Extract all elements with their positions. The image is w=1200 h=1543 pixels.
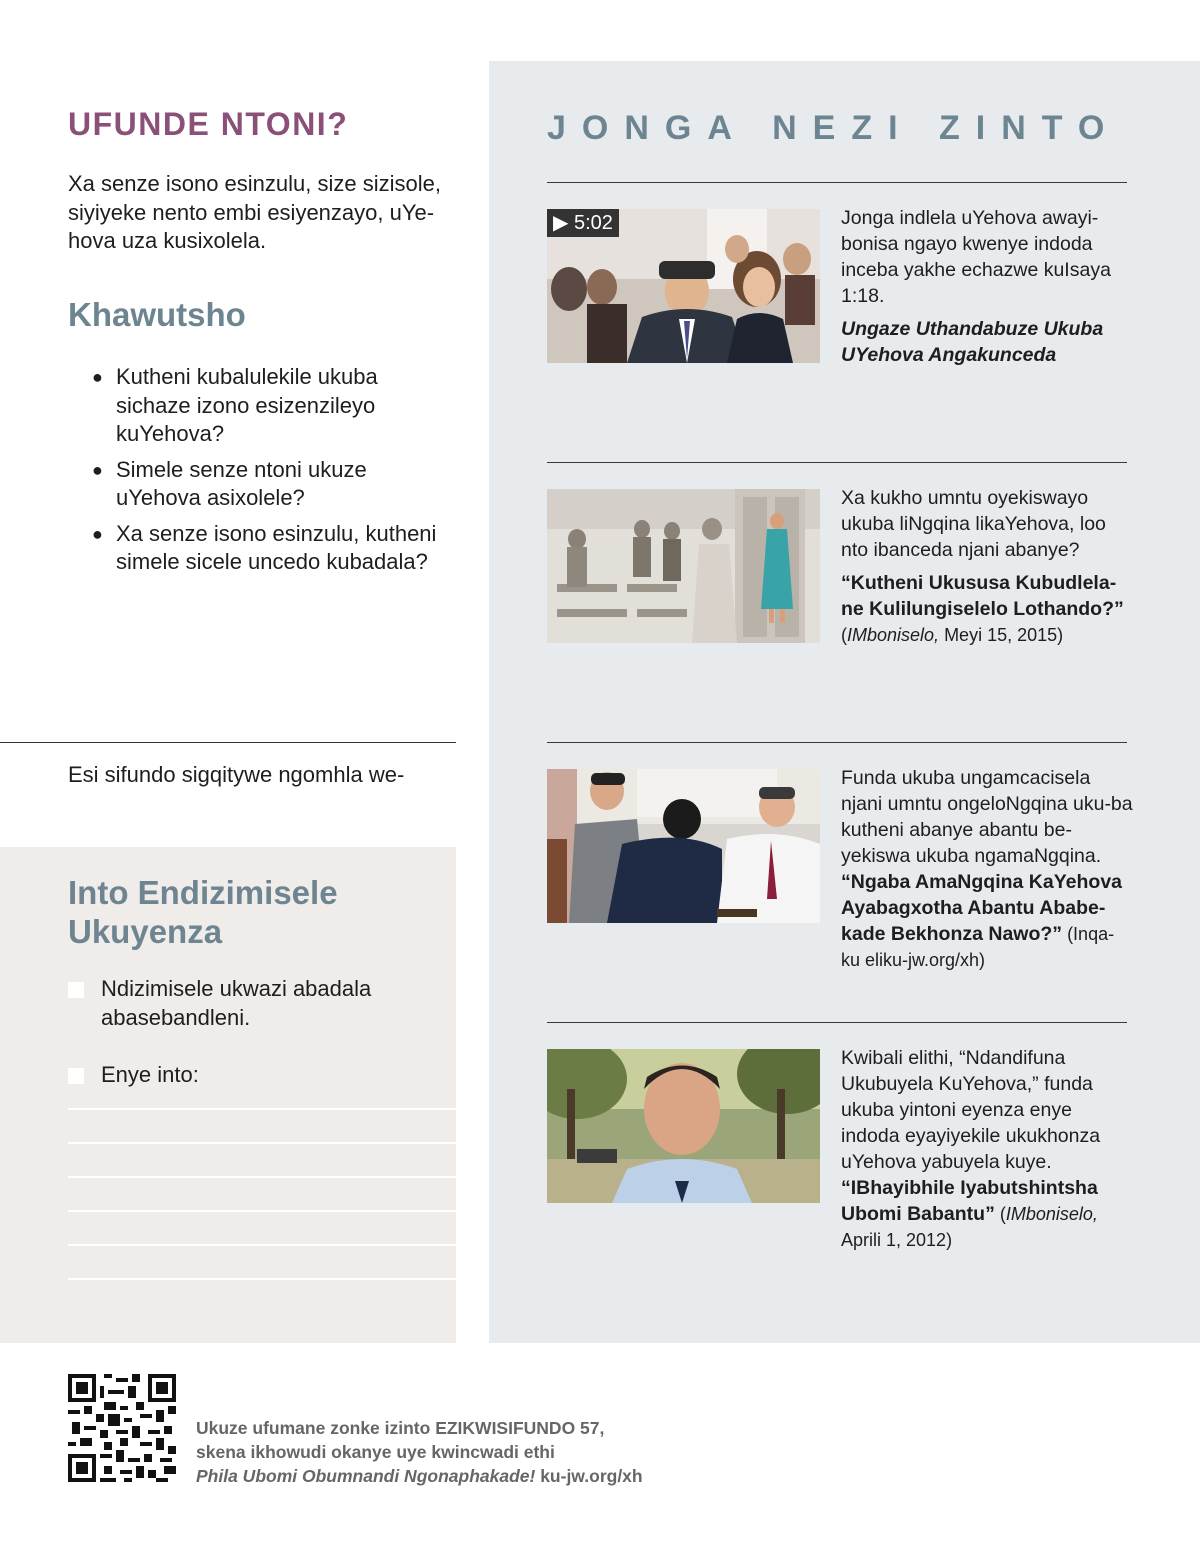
resource-entry xyxy=(841,485,1133,648)
resource-entry xyxy=(841,1045,1133,1253)
writing-line[interactable] xyxy=(68,1244,456,1246)
review-question: ● Kutheni kubalulekile ukuba sichaze izono esizenzileyo kuYehova? xyxy=(92,364,378,446)
plan-item xyxy=(68,1061,438,1090)
entry-title-link[interactable]: “IBhayibhile Iyabutshintsha Ubomi Babantu” xyxy=(841,1177,1098,1225)
writing-line[interactable] xyxy=(68,1176,456,1178)
footer-line xyxy=(196,1464,643,1488)
review-question: ● Xa senze isono esinzulu, kutheni simele sicele uncedo kubadala? xyxy=(92,520,437,574)
plan-item-label: Ndizimisele ukwazi abadala abasebandleni. xyxy=(101,976,372,1030)
writing-line[interactable] xyxy=(68,1210,456,1212)
plan-item xyxy=(68,975,438,1032)
summary-text: Xa senze isono esinzulu, size sizisole, siyiyeke nento embi esiyenzayo, uYe-hova uza kusixolela. xyxy=(68,171,441,253)
review-heading: Khawutsho xyxy=(68,296,246,333)
illustration-image xyxy=(547,489,820,643)
play-icon: ▶ xyxy=(553,212,569,234)
writing-line[interactable] xyxy=(68,1108,456,1110)
resource-entry xyxy=(841,765,1133,973)
summary-heading: UFUNDE NTONI? xyxy=(68,106,349,142)
review-question: ● Simele senze ntoni ukuze uYehova asixolele? xyxy=(92,456,367,510)
footer-url-link[interactable]: ku-jw.org/xh xyxy=(535,1466,643,1486)
explore-more-panel xyxy=(489,61,1200,1343)
entry-description: Jonga indlela uYehova awayi-bonisa ngayo kwenye indoda inceba yakhe echazwe kuIsaya 1:18. xyxy=(841,207,1111,307)
divider xyxy=(547,742,1127,743)
entry-description: Kwibali elithi, “Ndandifuna Ukubuyela KuYehova,” funda ukuba yintoni eyenza enye indoda eyayiyekile ukukhonza uYehova yabuyela kuye. xyxy=(841,1047,1101,1173)
divider xyxy=(547,462,1127,463)
plan-box xyxy=(0,847,456,1343)
entry-title-link[interactable]: Ungaze Uthandabuze Ukuba UYehova Angakunceda xyxy=(841,318,1104,366)
explore-heading: JONGA NEZI ZINTO xyxy=(547,109,1121,147)
book-title: Phila Ubomi Obumnandi Ngonaphakade! xyxy=(196,1466,536,1486)
divider xyxy=(547,182,1127,183)
plan-heading: Into Endizimisele Ukuyenza xyxy=(68,874,338,950)
writing-line[interactable] xyxy=(68,1278,456,1280)
review-questions xyxy=(92,363,452,584)
writing-line[interactable] xyxy=(68,1142,456,1144)
footer-line: skena ikhowudi okanye uye kwincwadi ethi xyxy=(196,1442,555,1462)
qr-code-graphic xyxy=(68,1374,176,1482)
completion-date-line: Esi sifundo sigqitywe ngomhla we- xyxy=(68,762,405,787)
elders-praying-photo-icon xyxy=(547,769,820,923)
video-duration-badge: ▶ 5:02 xyxy=(547,209,619,237)
checkbox[interactable] xyxy=(68,982,84,998)
photo-image xyxy=(547,1049,820,1203)
divider xyxy=(0,742,456,743)
divider xyxy=(547,1022,1127,1023)
plan-item-label: Enye into: xyxy=(101,1062,199,1087)
bullet-icon: ● xyxy=(92,367,103,387)
kingdom-hall-illustration-icon xyxy=(547,489,820,643)
entry-description: Xa kukho umntu oyekiswayo ukuba liNgqina likaYehova, loo nto ibanceda njani abanye? xyxy=(841,487,1106,561)
entry-title-link[interactable]: “Kutheni Ukususa Kubudlela-ne Kulilungiselelo Lothando?” xyxy=(841,572,1124,620)
video-thumbnail[interactable] xyxy=(547,209,820,363)
bullet-icon: ● xyxy=(92,459,103,480)
resource-entry xyxy=(841,205,1133,368)
footer-line: Ukuze ufumane zonke izinto EZIKWISIFUNDO 57, xyxy=(196,1418,605,1438)
qr-code-icon[interactable] xyxy=(68,1374,176,1482)
photo-image xyxy=(547,769,820,923)
bullet-icon: ● xyxy=(92,523,103,544)
entry-source: (IMboniselo, Aprili 1, 2012) xyxy=(841,1204,1098,1250)
checkbox[interactable] xyxy=(68,1068,84,1084)
footer-note xyxy=(196,1416,643,1488)
entry-description: Funda ukuba ungamcacisela njani umntu ongeloNgqina uku-ba kutheni abanye abantu be-yekiswa ukuba ngamaNgqina. xyxy=(841,767,1133,867)
smiling-man-photo-icon xyxy=(547,1049,820,1203)
left-column xyxy=(0,0,456,1343)
entry-source: (Inqa-ku eliku-jw.org/xh) xyxy=(841,924,1115,970)
entry-title-link[interactable]: “Ngaba AmaNgqina KaYehova Ayabagxotha Abantu Ababe-kade Bekhonza Nawo?” xyxy=(841,871,1123,945)
entry-source: (IMboniselo, Meyi 15, 2015) xyxy=(841,625,1064,645)
